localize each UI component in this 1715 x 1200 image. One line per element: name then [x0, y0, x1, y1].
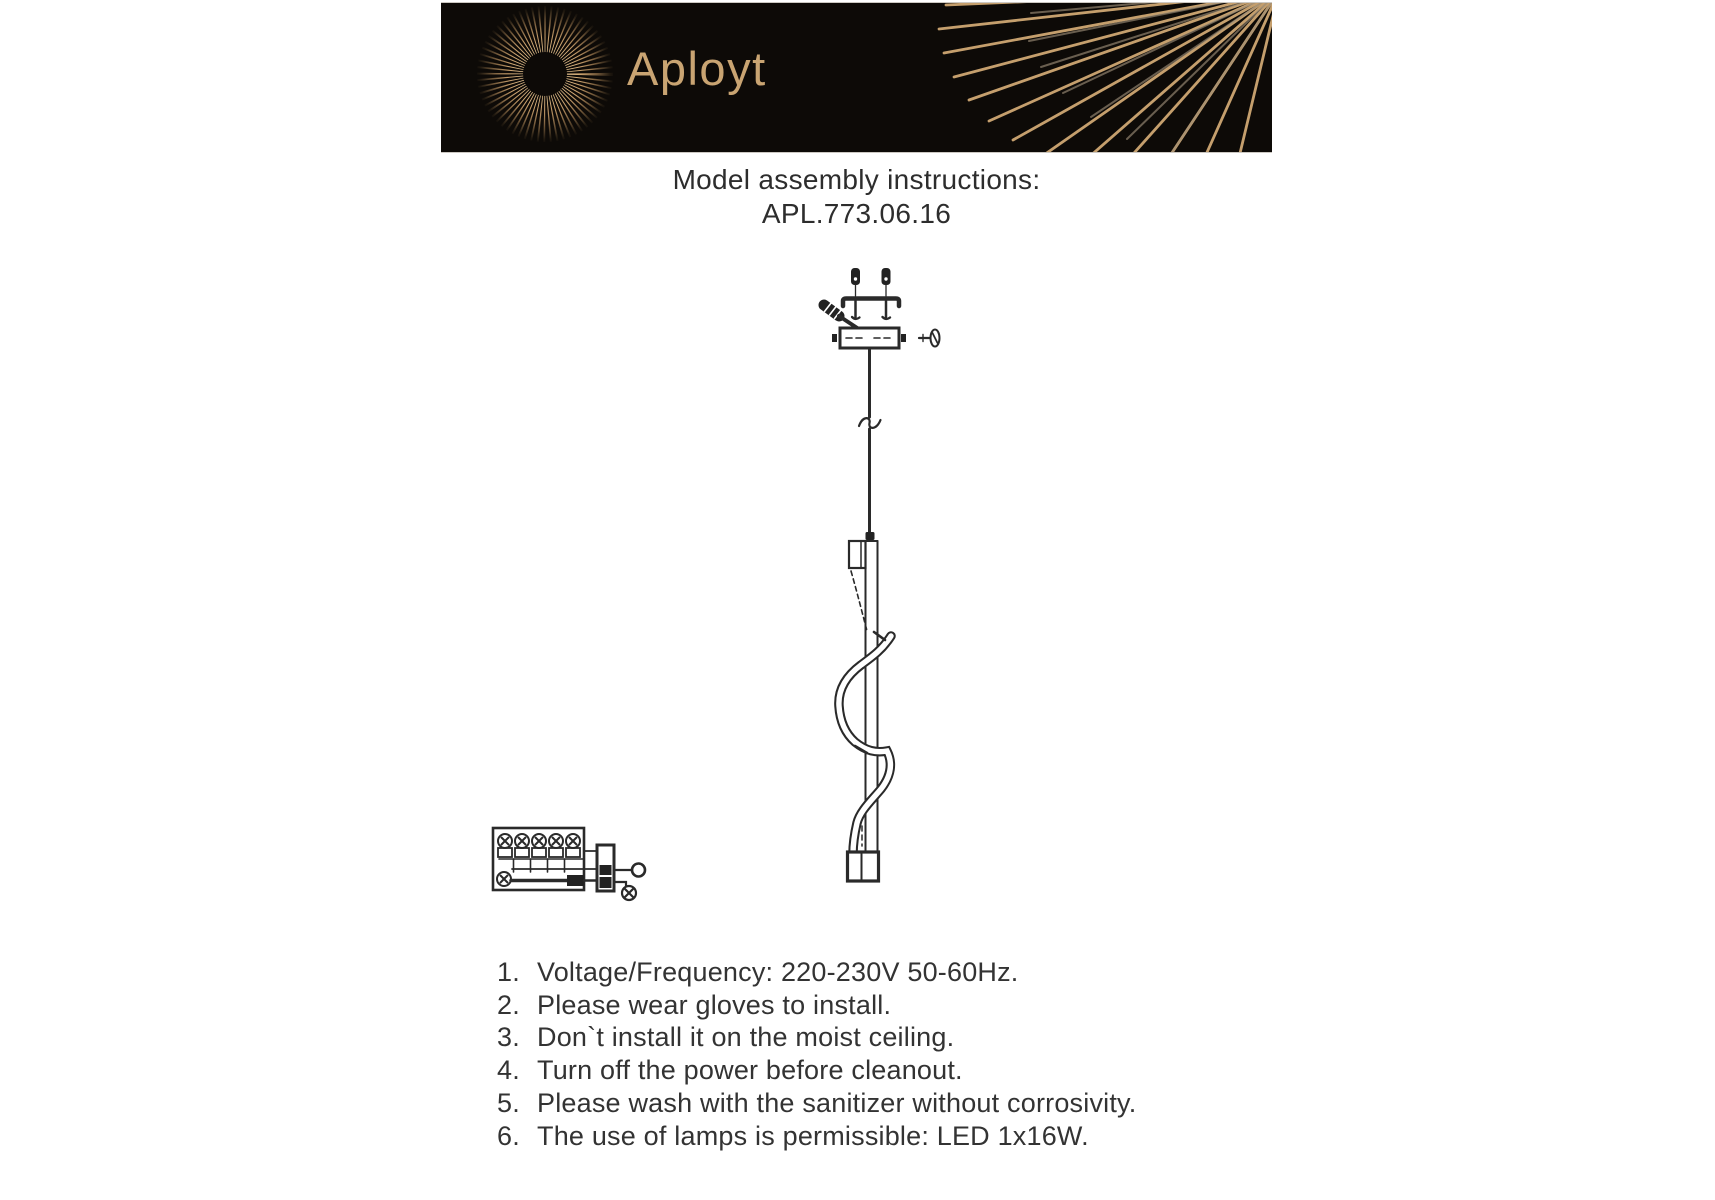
brand-name: Aployt: [627, 42, 767, 95]
lamp-crossed-circle-symbol: [622, 886, 636, 900]
model-code: APL.773.06.16: [761, 198, 952, 229]
instruction-number: 4.: [497, 1055, 520, 1086]
instruction-number: 1.: [497, 957, 520, 987]
instruction-item: [497, 1087, 1287, 1120]
canopy-icon: [832, 328, 906, 348]
wiring-diagram: [493, 828, 645, 900]
instruction-number: 3.: [497, 1022, 520, 1053]
instruction-text: Please wear gloves to install.: [537, 989, 892, 1020]
mounting-bracket-icon: [843, 299, 899, 319]
instruction-text: Please wash with the sanitizer without corrosivity.: [537, 1087, 1137, 1118]
title-block: [441, 163, 1272, 231]
suspension-cable: [859, 348, 881, 540]
instruction-item: [497, 1054, 1287, 1087]
instruction-item: [497, 1120, 1287, 1153]
cable-break-symbol: [859, 418, 881, 428]
banner-rays-decoration: [441, 3, 1272, 152]
instruction-text: Don`t install it on the moist ceiling.: [537, 1022, 955, 1053]
instruction-item: [497, 989, 1287, 1022]
instruction-number: 5.: [497, 1087, 520, 1118]
lamp-assembly-diagram: [470, 240, 970, 920]
brand-banner: [441, 3, 1272, 152]
instruction-number: 6.: [497, 1120, 520, 1151]
instruction-text: The use of lamps is permissible: LED 1x16W.: [537, 1120, 1089, 1151]
screw-icon: [919, 330, 940, 347]
page-title: Model assembly instructions:: [672, 164, 1041, 195]
screw-terminal-icon: [497, 872, 511, 886]
instruction-item: [497, 1021, 1287, 1054]
instruction-text: Voltage/Frequency: 220-230V 50-60Hz.: [537, 957, 1019, 987]
instruction-item: [497, 956, 1287, 989]
spiral-led-pendant-icon: [839, 541, 891, 881]
instruction-number: 2.: [497, 989, 520, 1020]
instruction-text: Turn off the power before cleanout.: [537, 1055, 963, 1086]
instruction-list: [497, 956, 1287, 1152]
screw-terminal-icon: [498, 834, 580, 848]
connector-block-icon: [597, 845, 614, 891]
ceiling-anchor-icon: [851, 268, 891, 296]
neutral-ring-symbol: [632, 864, 645, 877]
